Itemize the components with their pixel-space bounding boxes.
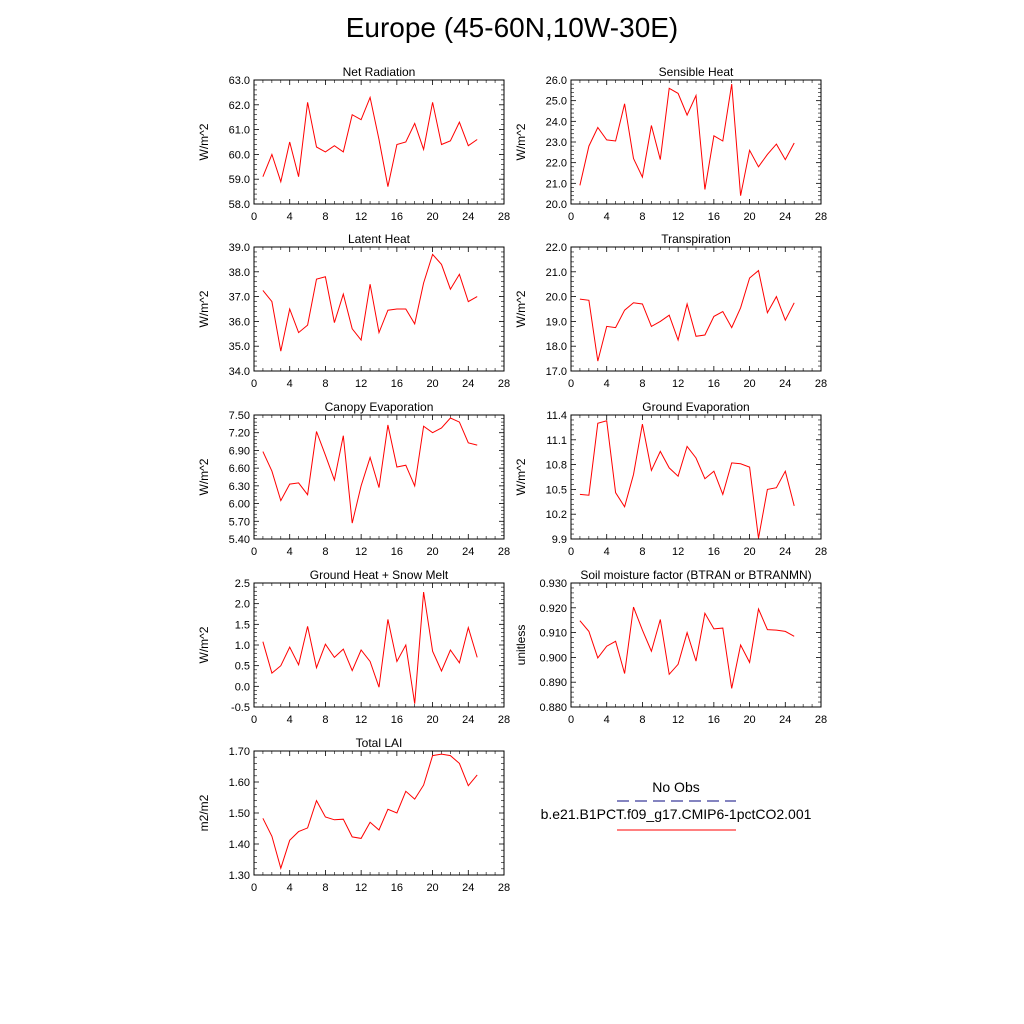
legend-model-label: b.e21.B1PCT.f09_g17.CMIP6-1pctCO2.001 <box>540 806 812 822</box>
plot-frame <box>254 415 504 539</box>
y-tick-label: 0.5 <box>234 660 250 673</box>
y-tick-label: 35.0 <box>228 341 250 354</box>
x-tick-label: 4 <box>603 546 610 558</box>
y-tick-label: 20.0 <box>545 291 567 304</box>
y-tick-label: -0.5 <box>231 702 250 714</box>
y-tick-label: 36.0 <box>228 316 250 329</box>
y-tick-label: 61.0 <box>228 124 250 137</box>
x-tick-label: 24 <box>779 546 792 558</box>
y-tick-label: 1.0 <box>234 640 250 652</box>
chart-title: Canopy Evaporation <box>324 400 434 414</box>
y-tick-label: 7.50 <box>228 410 250 422</box>
data-series-line <box>263 418 477 523</box>
x-tick-label: 16 <box>390 714 403 726</box>
y-tick-label: 25.0 <box>545 95 567 108</box>
legend-obs-label: No Obs <box>652 779 700 795</box>
x-tick-label: 0 <box>567 378 575 390</box>
chart-title: Sensible Heat <box>658 65 734 79</box>
x-tick-label: 24 <box>462 714 475 726</box>
y-tick-label: 22.0 <box>545 157 567 170</box>
y-tick-label: 24.0 <box>545 116 567 129</box>
data-series-line <box>263 592 477 704</box>
y-tick-label: 0.910 <box>539 627 567 640</box>
y-tick-label: 59.0 <box>228 174 250 187</box>
y-tick-label: 11.4 <box>546 410 567 422</box>
x-tick-label: 12 <box>672 714 685 726</box>
chart-panel-5 <box>197 400 510 558</box>
x-tick-label: 8 <box>322 546 329 558</box>
chart-title: Net Radiation <box>342 65 416 79</box>
plot-frame <box>254 751 504 875</box>
y-tick-label: 9.9 <box>551 534 567 546</box>
y-tick-label: 6.30 <box>228 480 250 493</box>
y-tick-label: 1.70 <box>228 746 250 758</box>
y-tick-label: 20.0 <box>545 199 567 211</box>
x-tick-label: 20 <box>426 714 439 726</box>
chart-title: Transpiration <box>661 232 731 246</box>
x-tick-label: 4 <box>286 378 293 390</box>
y-tick-label: 37.0 <box>228 291 250 304</box>
y-tick-label: 10.5 <box>545 484 567 497</box>
y-tick-label: 0.920 <box>539 602 567 615</box>
y-axis-label: W/m^2 <box>197 626 211 664</box>
y-tick-label: 34.0 <box>228 366 250 378</box>
y-tick-label: 1.40 <box>228 839 250 851</box>
x-tick-label: 16 <box>707 714 720 726</box>
x-tick-label: 24 <box>462 378 475 390</box>
y-axis-label: unitless <box>514 624 528 666</box>
data-series-line <box>263 254 477 351</box>
x-tick-label: 8 <box>639 211 646 223</box>
y-tick-label: 10.8 <box>545 459 567 472</box>
x-tick-label: 28 <box>814 714 828 726</box>
x-tick-label: 4 <box>286 882 293 894</box>
x-tick-label: 16 <box>390 546 403 558</box>
y-axis-label: W/m^2 <box>514 458 528 496</box>
x-tick-label: 0 <box>567 714 575 726</box>
x-tick-label: 16 <box>707 546 720 558</box>
y-axis-label: W/m^2 <box>197 458 211 496</box>
y-tick-label: 17.0 <box>545 366 567 378</box>
y-tick-label: 58.0 <box>228 199 250 211</box>
x-tick-label: 28 <box>814 378 828 390</box>
x-tick-label: 16 <box>707 211 720 223</box>
chart-panel-1 <box>197 65 510 223</box>
y-tick-label: 22.0 <box>545 242 567 254</box>
y-tick-label: 5.40 <box>228 534 250 546</box>
y-tick-label: 0.880 <box>539 702 567 714</box>
x-tick-label: 12 <box>672 546 685 558</box>
y-tick-label: 1.5 <box>234 619 250 632</box>
x-tick-label: 20 <box>426 882 439 894</box>
y-tick-label: 63.0 <box>228 75 250 87</box>
x-tick-label: 24 <box>779 378 792 390</box>
x-tick-label: 12 <box>672 211 685 223</box>
x-tick-label: 24 <box>779 211 792 223</box>
y-tick-label: 0.0 <box>234 681 250 694</box>
x-tick-label: 28 <box>814 546 828 558</box>
x-tick-label: 20 <box>426 211 439 223</box>
x-tick-label: 8 <box>322 378 329 390</box>
y-axis-label: W/m^2 <box>197 123 211 161</box>
x-tick-label: 28 <box>497 546 511 558</box>
x-tick-label: 20 <box>743 546 756 558</box>
x-tick-label: 28 <box>497 211 511 223</box>
y-tick-label: 0.900 <box>539 652 567 665</box>
x-tick-label: 0 <box>567 211 575 223</box>
chart-title: Ground Heat + Snow Melt <box>309 568 449 582</box>
x-tick-label: 16 <box>390 211 403 223</box>
data-series-line <box>263 754 477 868</box>
x-tick-label: 12 <box>355 546 368 558</box>
x-tick-label: 20 <box>426 378 439 390</box>
page-title: Europe (45-60N,10W-30E) <box>345 12 679 43</box>
y-axis-label: W/m^2 <box>514 123 528 161</box>
chart-panel-9 <box>197 736 510 894</box>
plot-frame <box>571 247 821 371</box>
x-tick-label: 4 <box>603 211 610 223</box>
x-tick-label: 0 <box>567 546 575 558</box>
y-tick-label: 39.0 <box>228 242 250 254</box>
y-tick-label: 2.0 <box>234 598 250 611</box>
chart-panel-2 <box>514 65 827 223</box>
chart-panel-4 <box>514 232 827 390</box>
x-tick-label: 28 <box>497 714 511 726</box>
y-tick-label: 38.0 <box>228 266 250 279</box>
y-tick-label: 62.0 <box>228 99 250 112</box>
y-tick-label: 11.1 <box>546 434 567 447</box>
x-tick-label: 24 <box>462 546 475 558</box>
chart-title: Latent Heat <box>347 232 411 246</box>
x-tick-label: 28 <box>497 378 511 390</box>
data-series-line <box>580 607 794 688</box>
y-tick-label: 7.20 <box>228 427 250 440</box>
chart-panel-7 <box>197 568 510 726</box>
x-tick-label: 12 <box>672 378 685 390</box>
chart-panel-6 <box>514 400 827 558</box>
x-tick-label: 20 <box>743 378 756 390</box>
x-tick-label: 20 <box>743 714 756 726</box>
chart-title: Ground Evaporation <box>642 400 750 414</box>
x-tick-label: 28 <box>497 882 511 894</box>
y-axis-label: W/m^2 <box>514 290 528 328</box>
x-tick-label: 8 <box>639 714 646 726</box>
x-tick-label: 24 <box>462 211 475 223</box>
chart-panel-8 <box>514 568 827 726</box>
y-tick-label: 2.5 <box>234 578 250 590</box>
y-tick-label: 6.00 <box>228 498 250 511</box>
y-tick-label: 1.30 <box>228 870 250 882</box>
x-tick-label: 4 <box>603 714 610 726</box>
x-tick-label: 0 <box>250 211 258 223</box>
x-tick-label: 8 <box>322 882 329 894</box>
x-tick-label: 12 <box>355 882 368 894</box>
x-tick-label: 24 <box>779 714 792 726</box>
y-tick-label: 10.2 <box>545 509 567 522</box>
x-tick-label: 8 <box>639 546 646 558</box>
y-tick-label: 5.70 <box>228 516 250 529</box>
x-tick-label: 12 <box>355 378 368 390</box>
x-tick-label: 4 <box>286 211 293 223</box>
y-tick-label: 21.0 <box>545 266 567 279</box>
y-tick-label: 60.0 <box>228 149 250 162</box>
y-tick-label: 19.0 <box>545 316 567 329</box>
x-tick-label: 16 <box>390 882 403 894</box>
x-tick-label: 4 <box>286 714 293 726</box>
chart-panel-3 <box>197 232 510 390</box>
x-tick-label: 8 <box>322 211 329 223</box>
y-tick-label: 0.890 <box>539 677 567 690</box>
y-tick-label: 0.930 <box>539 578 567 590</box>
plot-frame <box>254 583 504 707</box>
y-tick-label: 1.60 <box>228 777 250 789</box>
x-tick-label: 0 <box>250 378 258 390</box>
y-tick-label: 26.0 <box>545 75 567 87</box>
x-tick-label: 28 <box>814 211 828 223</box>
panels <box>197 65 827 894</box>
x-tick-label: 20 <box>426 546 439 558</box>
x-tick-label: 24 <box>462 882 475 894</box>
x-tick-label: 20 <box>743 211 756 223</box>
data-series-line <box>580 271 794 362</box>
y-tick-label: 18.0 <box>545 341 567 354</box>
x-tick-label: 16 <box>707 378 720 390</box>
x-tick-label: 0 <box>250 546 258 558</box>
x-tick-label: 12 <box>355 714 368 726</box>
chart-title: Total LAI <box>355 736 403 750</box>
x-tick-label: 12 <box>355 211 368 223</box>
data-series-line <box>580 84 794 196</box>
x-tick-label: 8 <box>322 714 329 726</box>
chart-title: Soil moisture factor (BTRAN or BTRANMN) <box>580 568 812 582</box>
x-tick-label: 0 <box>250 882 258 894</box>
legend <box>541 779 812 830</box>
y-tick-label: 21.0 <box>545 178 567 191</box>
data-series-line <box>263 97 477 186</box>
y-axis-label: W/m^2 <box>197 290 211 328</box>
y-tick-label: 1.50 <box>228 808 250 820</box>
x-tick-label: 4 <box>286 546 293 558</box>
x-tick-label: 16 <box>390 378 403 390</box>
y-tick-label: 23.0 <box>545 137 567 149</box>
x-tick-label: 4 <box>603 378 610 390</box>
x-tick-label: 8 <box>639 378 646 390</box>
y-tick-label: 6.60 <box>228 463 250 476</box>
plot-frame <box>254 247 504 371</box>
x-tick-label: 0 <box>250 714 258 726</box>
data-series-line <box>580 421 794 538</box>
y-tick-label: 6.90 <box>228 445 250 458</box>
y-axis-label: m2/m2 <box>197 794 211 832</box>
